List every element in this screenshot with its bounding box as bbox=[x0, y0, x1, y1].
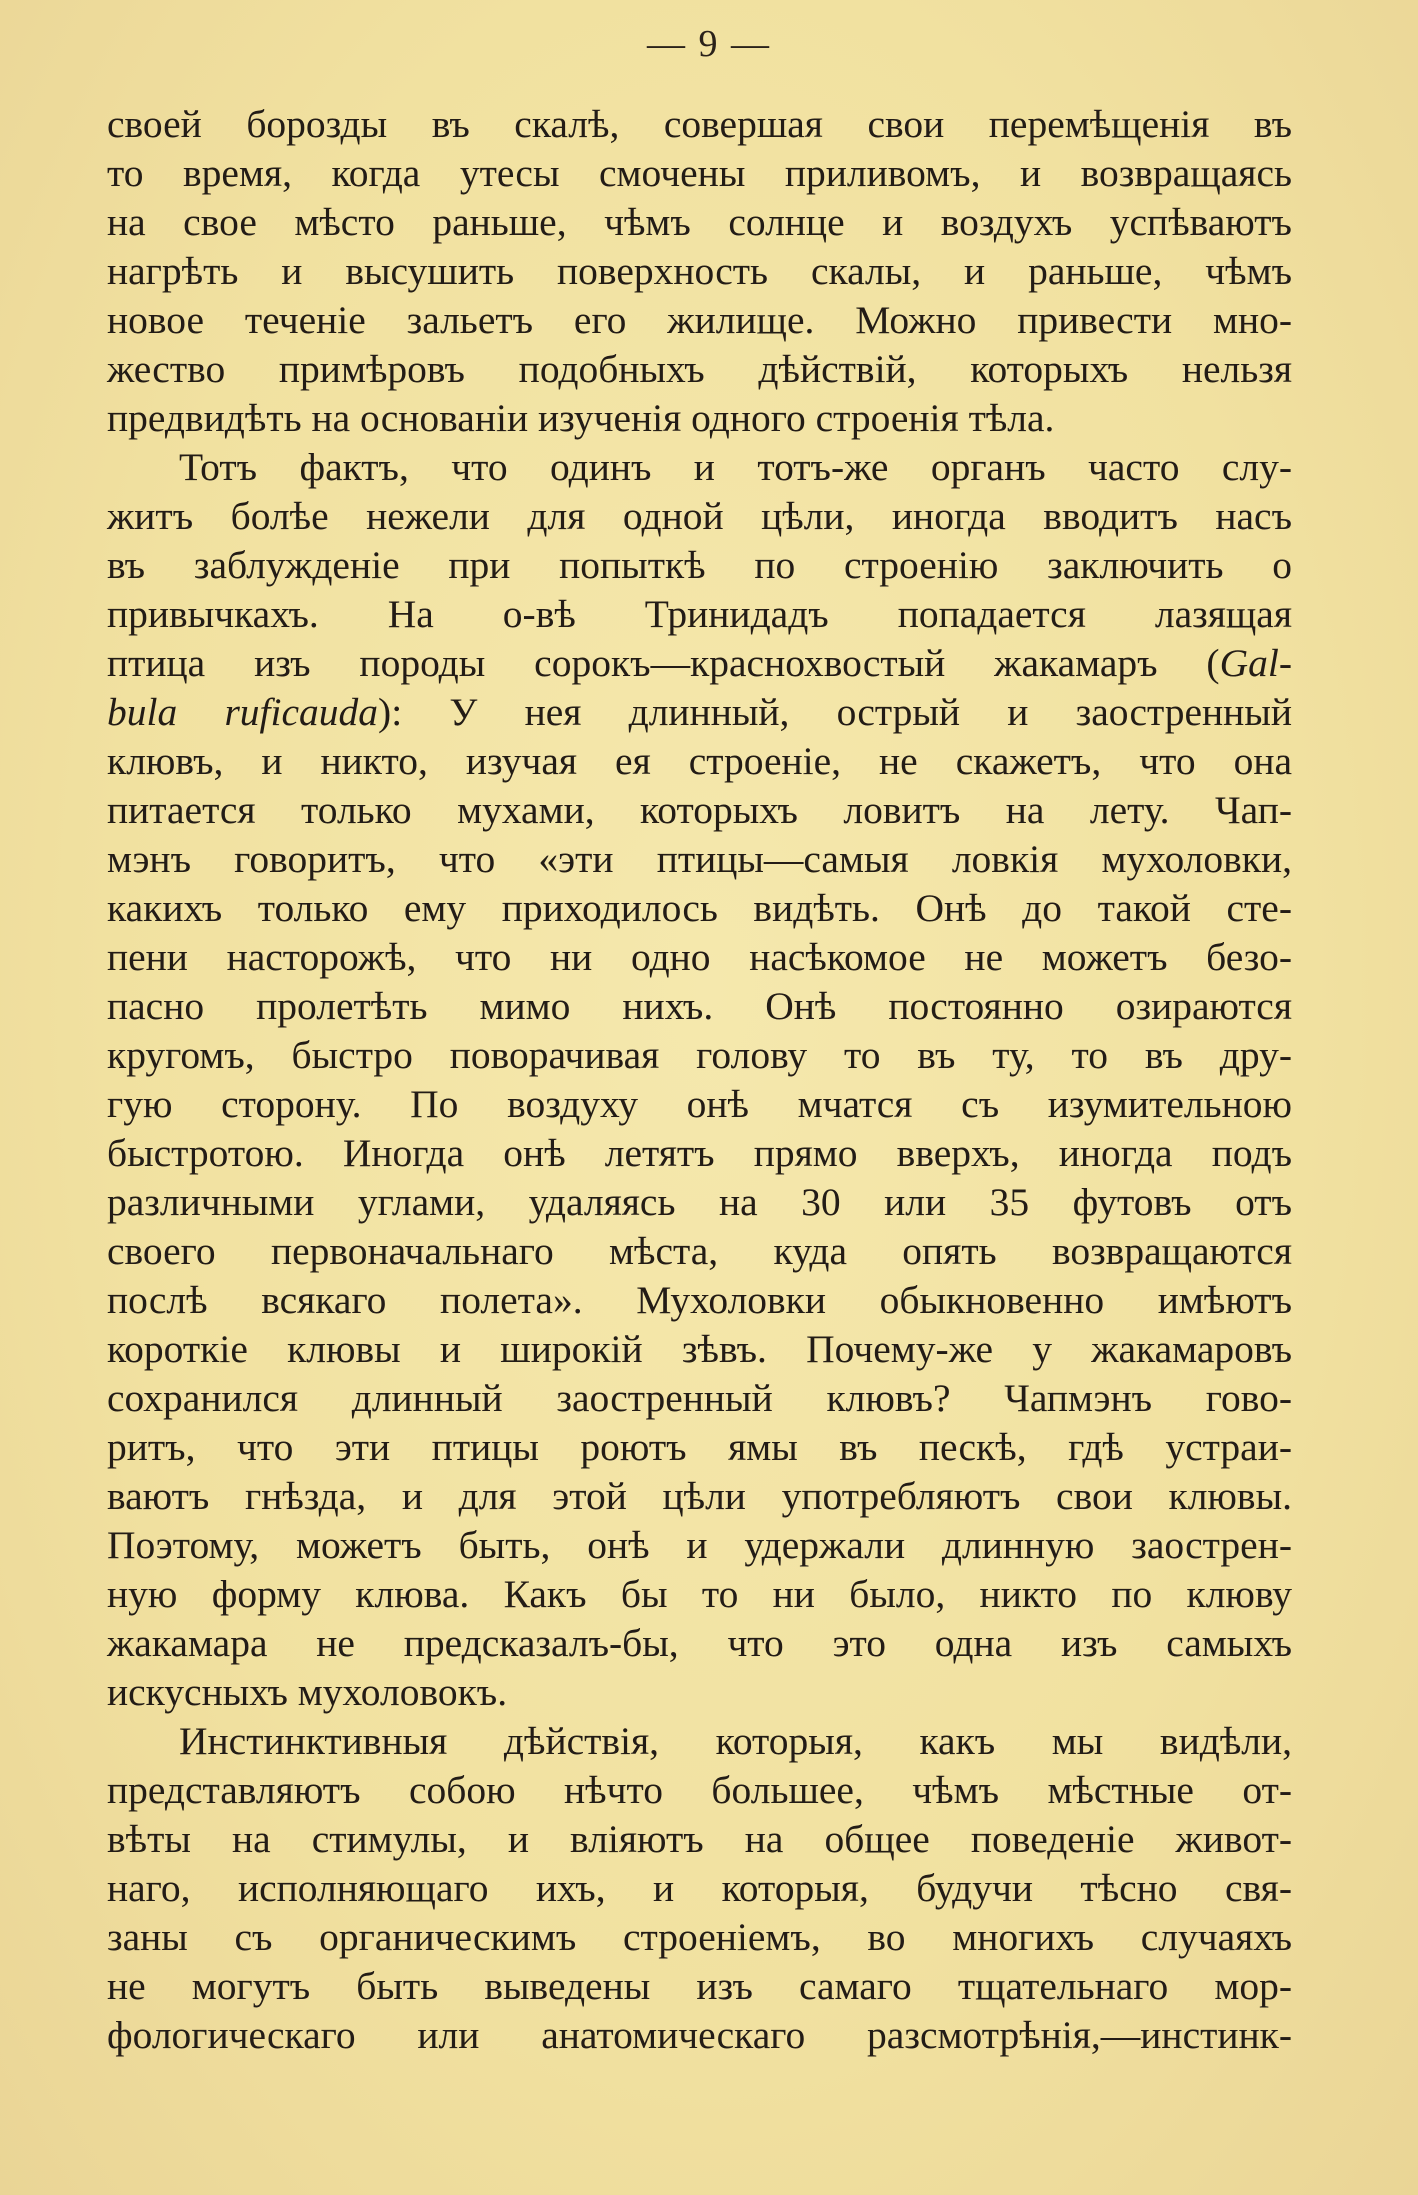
text-line: нагрѣть и высушить поверхность скалы, и раньше, чѣмъ bbox=[107, 249, 1292, 293]
text-line: жество примѣровъ подобныхъ дѣйствій, которыхъ нельзя bbox=[107, 347, 1292, 391]
text-line: клювъ, и никто, изучая ея строеніе, не скажетъ, что она bbox=[107, 739, 1292, 783]
text-line: своей борозды въ скалѣ, совершая свои перемѣщенія въ bbox=[107, 102, 1292, 146]
text-line: житъ болѣе нежели для одной цѣли, иногда вводитъ насъ bbox=[107, 494, 1292, 538]
text-line: питается только мухами, которыхъ ловитъ на лету. Чап- bbox=[107, 788, 1292, 832]
text-line: вѣты на стимулы, и вліяютъ на общее поведеніе живот- bbox=[107, 1817, 1292, 1861]
text-line: не могутъ быть выведены изъ самаго тщательнаго мор- bbox=[107, 1964, 1292, 2008]
text-segment: ): У нея длинный, острый и заостренный bbox=[378, 690, 1293, 734]
page-number: — 9 — bbox=[647, 23, 771, 65]
text-line: наго, исполняющаго ихъ, и которыя, будучи тѣсно свя- bbox=[107, 1866, 1292, 1910]
text-line: ваютъ гнѣзда, и для этой цѣли употребляютъ свои клювы. bbox=[107, 1474, 1292, 1518]
text-line-mixed bbox=[107, 688, 1292, 737]
text-line: жакамара не предсказалъ-бы, что это одна изъ самыхъ bbox=[107, 1621, 1292, 1665]
text-line: короткіе клювы и широкій зѣвъ. Почему-же у жакамаровъ bbox=[107, 1327, 1292, 1371]
text-line: мэнъ говоритъ, что «эти птицы—самыя ловкія мухоловки, bbox=[107, 837, 1292, 881]
text-line: гую сторону. По воздуху онѣ мчатся съ изумительною bbox=[107, 1082, 1292, 1126]
text-line: Инстинктивныя дѣйствія, которыя, какъ мы видѣли, bbox=[179, 1719, 1292, 1763]
text-line: фологическаго или анатомическаго разсмотрѣнія,—инстинк- bbox=[107, 2013, 1292, 2057]
body-text bbox=[107, 100, 1292, 2060]
text-line: Поэтому, можетъ быть, онѣ и удержали длинную заострен- bbox=[107, 1523, 1292, 1567]
text-line: искусныхъ мухоловокъ. bbox=[107, 1670, 508, 1714]
text-line: быстротою. Иногда онѣ летятъ прямо вверхъ, иногда подъ bbox=[107, 1131, 1292, 1175]
text-line: то время, когда утесы смочены приливомъ, и возвращаясь bbox=[107, 151, 1292, 195]
text-line: послѣ всякаго полета». Мухоловки обыкновенно имѣютъ bbox=[107, 1278, 1292, 1322]
text-line: кругомъ, быстро поворачивая голову то въ ту, то въ дру- bbox=[107, 1033, 1292, 1077]
text-line: какихъ только ему приходилось видѣть. Онѣ до такой сте- bbox=[107, 886, 1292, 930]
text-line: пасно пролетѣть мимо нихъ. Онѣ постоянно озираются bbox=[107, 984, 1292, 1028]
text-line: своего первоначальнаго мѣста, куда опять возвращаются bbox=[107, 1229, 1292, 1273]
text-line: ную форму клюва. Какъ бы то ни было, никто по клюву bbox=[107, 1572, 1292, 1616]
text-line: предвидѣть на основаніи изученія одного строенія тѣла. bbox=[107, 396, 1055, 440]
text-line: сохранился длинный заостренный клювъ? Чапмэнъ гово- bbox=[107, 1376, 1292, 1420]
latin-species-name: bula ruficauda bbox=[107, 690, 379, 734]
text-line: на свое мѣсто раньше, чѣмъ солнце и воздухъ успѣваютъ bbox=[107, 200, 1292, 244]
text-line: ритъ, что эти птицы роютъ ямы въ пескѣ, гдѣ устраи- bbox=[107, 1425, 1292, 1469]
text-line: различными углами, удаляясь на 30 или 35 футовъ отъ bbox=[107, 1180, 1292, 1224]
text-segment: птица изъ породы сорокъ—краснохвостый жакамаръ ( bbox=[107, 641, 1220, 685]
text-line: заны съ органическимъ строеніемъ, во многихъ случаяхъ bbox=[107, 1915, 1292, 1959]
latin-genus-name: Gal- bbox=[1219, 641, 1292, 685]
text-line: представляютъ собою нѣчто большее, чѣмъ мѣстные от- bbox=[107, 1768, 1292, 1812]
text-line: въ заблужденіе при попыткѣ по строенію заключить о bbox=[107, 543, 1292, 587]
text-line: привычкахъ. На о-вѣ Тринидадъ попадается лазящая bbox=[107, 592, 1292, 636]
text-line: пени насторожѣ, что ни одно насѣкомое не можетъ безо- bbox=[107, 935, 1292, 979]
text-line: Тотъ фактъ, что одинъ и тотъ-же органъ часто слу- bbox=[179, 445, 1292, 489]
text-line-mixed bbox=[107, 639, 1292, 688]
text-line: новое теченіе зальетъ его жилище. Можно привести мно- bbox=[107, 298, 1292, 342]
